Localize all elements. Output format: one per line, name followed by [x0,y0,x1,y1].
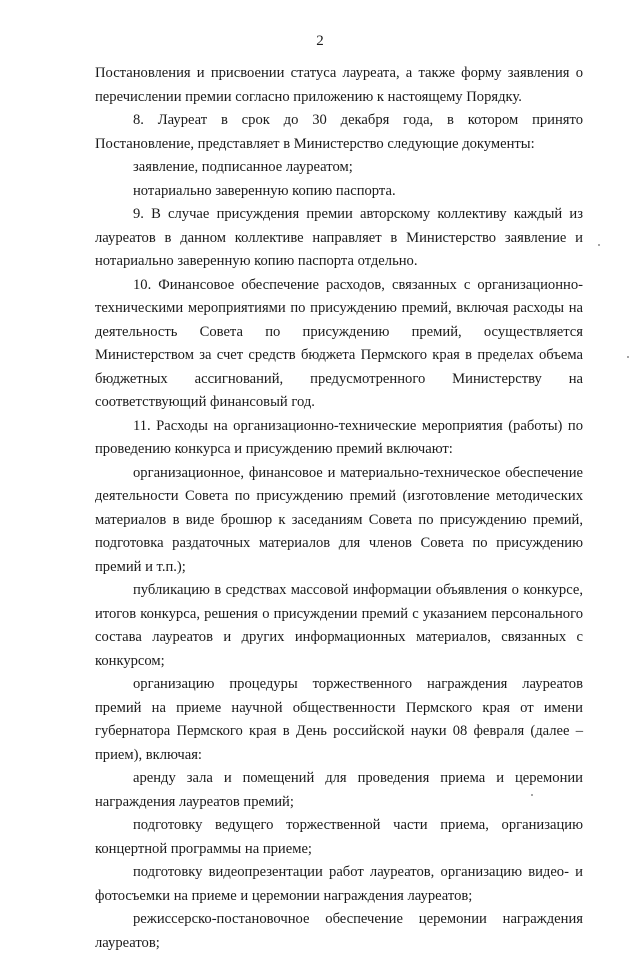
paragraph: нотариально заверенную копию паспорта. [133,182,396,199]
page-number: 2 [316,33,324,49]
paragraph: 11. Расходы на организационно-технические мероприятия (работы) по проведению конкурса и присуждению премий включают: [95,417,583,457]
paragraph: аренду зала и помещений для проведения приема и церемонии награждения лауреатов премий; [95,770,583,810]
paragraph: подготовку ведущего торжественной части приема, организацию концертной программы на приеме; [95,817,583,857]
paragraph: 10. Финансовое обеспечение расходов, связанных с организационно-техническими мероприятиями по присуждению премий, включая расходы на деятельность Совета по присуждению премий, осуществляется Министерством за счет средств бюджета Пермского края в пределах объема бюджетных ассигнований, предусмотренного Министерству на соответствующий финансовый год. [95,276,583,410]
paragraph: 8. Лауреат в срок до 30 декабря года, в котором принято Постановление, представляет в Министерство следующие документы: [95,112,583,152]
paragraph: организацию процедуры торжественного награждения лауреатов премий на приеме научной общественности Пермского края от имени губернатора Пермского края в День российской науки 08 февраля (далее – прием), включая: [95,676,583,763]
paragraph: режиссерско-постановочное обеспечение церемонии награждения лауреатов; [95,911,583,951]
paragraph: организационное, финансовое и материально-техническое обеспечение деятельности Совета по присуждению премий (изготовление методических материалов в виде брошюр к заседаниям Совета по присуждению премий, подготовка раздаточных материалов для членов Совета по присуждению премий и т.п.); [95,464,583,575]
paragraph: заявление, подписанное лауреатом; [133,159,353,175]
paragraph: публикацию в средствах массовой информации объявления о конкурсе, итогов конкурса, решения о присуждении премий с указанием персонального состава лауреатов и других информационных материалов, связанных с конкурсом; [95,582,583,669]
scan-speck [531,794,533,796]
scan-speck [598,244,600,246]
paragraph: 9. В случае присуждения премии авторскому коллективу каждый из лауреатов в данном коллективе направляет в Министерство заявление и нотариально заверенную копию паспорта отдельно. [95,206,583,269]
body-text [95,62,583,955]
scan-speck [627,356,629,358]
paragraph: Постановления и присвоении статуса лауреата, а также форму заявления о перечислении премии согласно приложению к настоящему Порядку. [95,65,583,105]
paragraph: подготовку видеопрезентации работ лауреатов, организацию видео- и фотосъемки на приеме и церемонии награждения лауреатов; [95,864,583,904]
